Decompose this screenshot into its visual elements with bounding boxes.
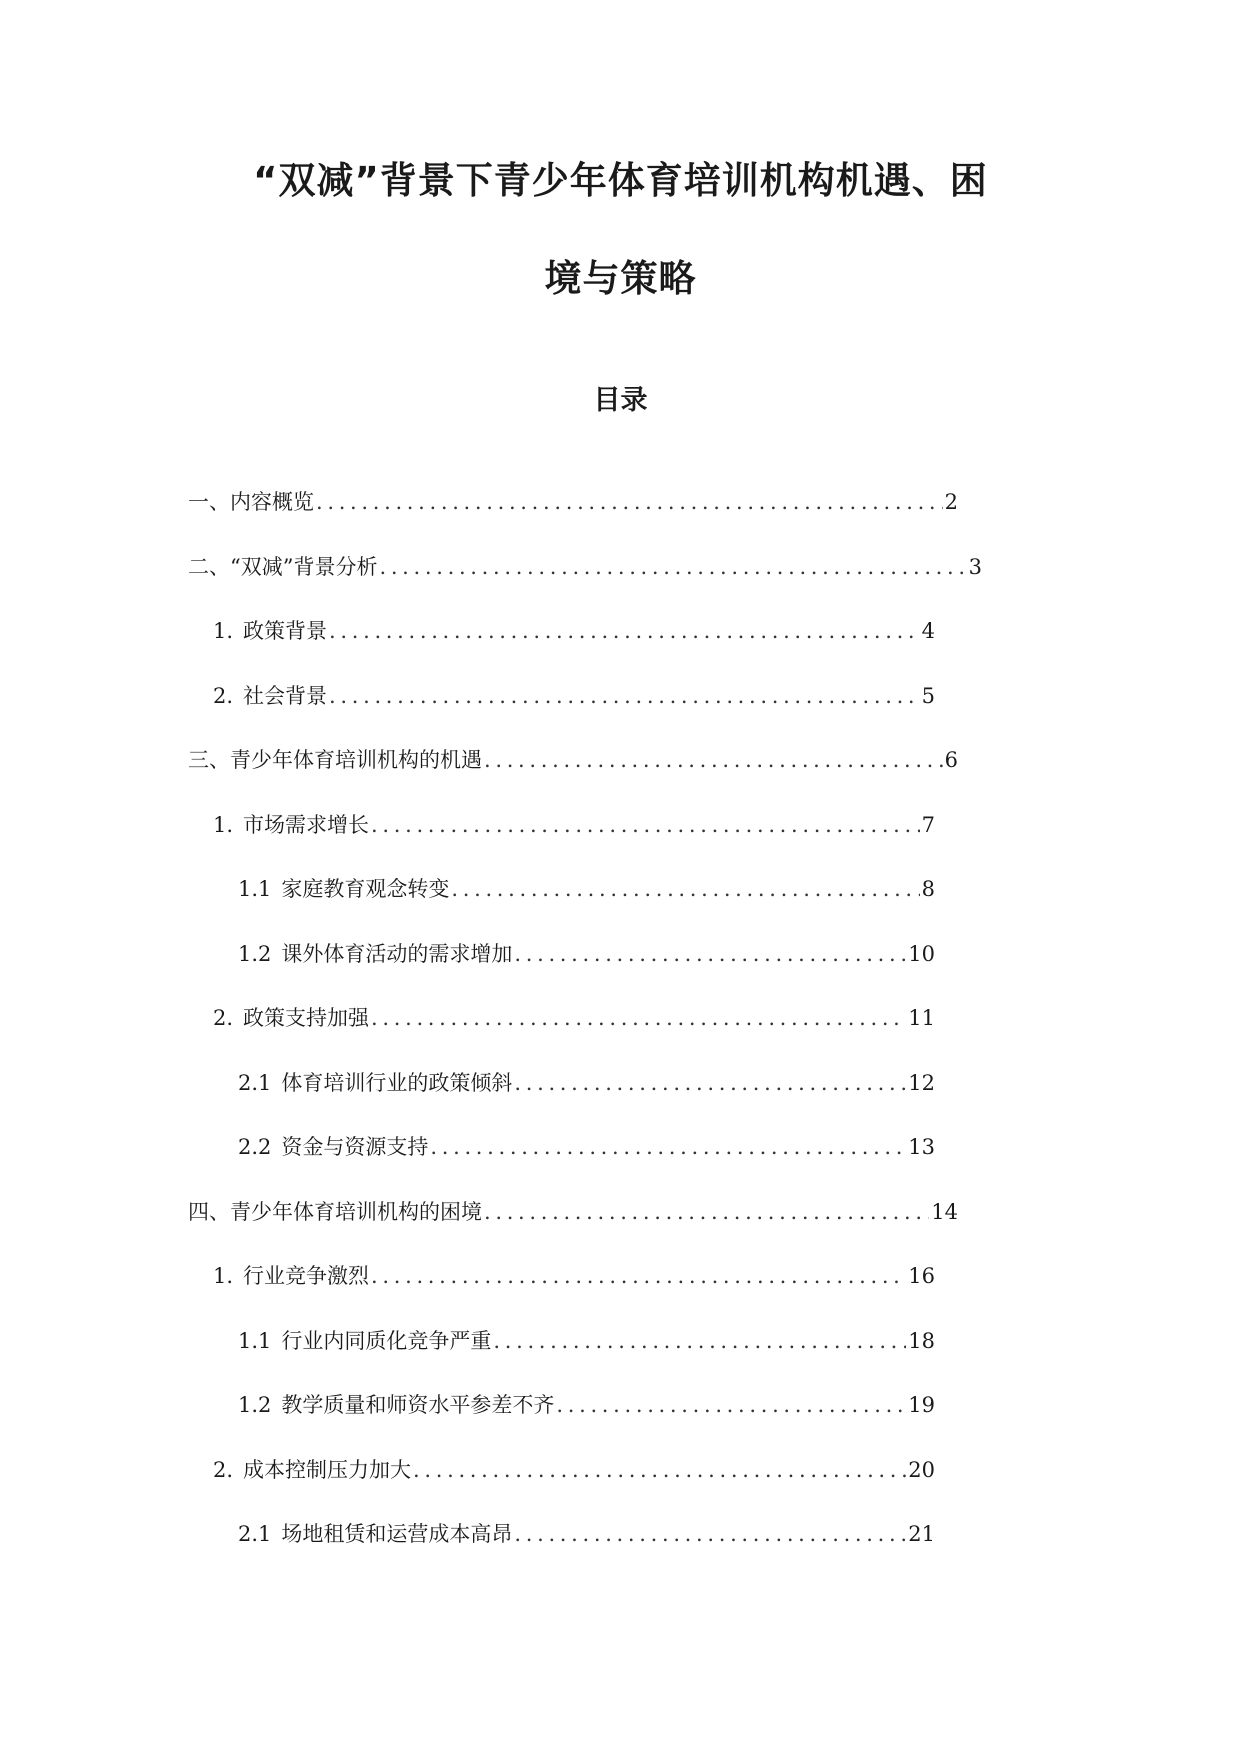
toc-dot-leader	[371, 808, 920, 842]
toc-dot-leader	[430, 1130, 906, 1164]
toc-entry[interactable]	[213, 808, 935, 842]
toc-entry-title: 一、内容概览	[188, 490, 314, 514]
toc-dot-leader	[484, 743, 943, 777]
toc-heading: 目录	[593, 385, 648, 416]
toc-entry[interactable]	[213, 1453, 935, 1487]
toc-dot-leader	[514, 937, 906, 971]
toc-dot-leader	[451, 872, 919, 906]
toc-entry-number: 1.	[213, 619, 234, 643]
toc-entry-title: 成本控制压力加大	[243, 1458, 412, 1482]
toc-dot-leader	[484, 1195, 929, 1229]
toc-entry-title: 四、青少年体育培训机构的困境	[188, 1200, 482, 1224]
toc-entry-page-number: 8	[921, 877, 935, 901]
toc-entry-page-number: 20	[908, 1458, 935, 1482]
toc-entry-title: 政策背景	[243, 619, 328, 643]
toc-entry[interactable]	[188, 550, 982, 584]
toc-dot-leader	[371, 1001, 906, 1035]
toc-entry-title: 家庭教育观念转变	[281, 877, 450, 901]
toc-entry-title: 资金与资源支持	[281, 1135, 429, 1159]
toc-entry-page-number: 10	[908, 942, 935, 966]
toc-dot-leader	[556, 1388, 906, 1422]
toc-entry-page-number: 5	[921, 684, 935, 708]
toc-entry-page-number: 6	[944, 748, 958, 772]
toc-dot-leader	[316, 485, 943, 519]
toc-entry[interactable]	[213, 1001, 935, 1035]
toc-entry[interactable]	[188, 743, 958, 777]
toc-entry-page-number: 2	[944, 490, 958, 514]
toc-dot-leader	[379, 550, 966, 584]
toc-entry-title: 体育培训行业的政策倾斜	[281, 1071, 513, 1095]
toc-entry-title: 社会背景	[243, 684, 328, 708]
toc-entry[interactable]	[213, 614, 935, 648]
toc-entry-page-number: 16	[908, 1264, 935, 1288]
toc-dot-leader	[413, 1453, 906, 1487]
toc-entry-page-number: 18	[908, 1329, 935, 1353]
toc-entry-page-number: 13	[908, 1135, 935, 1159]
toc-entry-title: 二、“双减”背景分析	[188, 555, 378, 579]
toc-entry-number: 1.	[213, 1264, 234, 1288]
toc-entry[interactable]	[238, 872, 935, 906]
toc-dot-leader	[329, 679, 920, 713]
toc-dot-leader	[329, 614, 920, 648]
document-title-line-1: “双减”背景下青少年体育培训机构机遇、困	[253, 159, 988, 202]
toc-entry-number: 2.1	[238, 1071, 272, 1095]
toc-entry-title: 课外体育活动的需求增加	[281, 942, 513, 966]
toc-entry-title: 三、青少年体育培训机构的机遇	[188, 748, 482, 772]
toc-entry-title: 行业竞争激烈	[243, 1264, 370, 1288]
toc-entry[interactable]	[238, 1517, 935, 1551]
toc-entry[interactable]	[238, 1388, 935, 1422]
toc-entry-page-number: 12	[908, 1071, 935, 1095]
toc-entry-page-number: 7	[921, 813, 935, 837]
toc-entry[interactable]	[213, 1259, 935, 1293]
toc-entry[interactable]	[213, 679, 935, 713]
toc-entry-number: 2.	[213, 1458, 234, 1482]
toc-entry[interactable]	[238, 1130, 935, 1164]
toc-entry-page-number: 21	[908, 1522, 935, 1546]
toc-entry[interactable]	[188, 1195, 958, 1229]
toc-entry-number: 1.2	[238, 1393, 272, 1417]
toc-dot-leader	[514, 1066, 906, 1100]
toc-dot-leader	[371, 1259, 906, 1293]
toc-entry-page-number: 14	[931, 1200, 958, 1224]
toc-entry-number: 1.1	[238, 877, 272, 901]
toc-entry-number: 1.2	[238, 942, 272, 966]
toc-entry-page-number: 3	[968, 555, 982, 579]
toc-entry-title: 行业内同质化竞争严重	[281, 1329, 492, 1353]
document-title-line-2: 境与策略	[544, 257, 697, 300]
toc-entry-number: 2.1	[238, 1522, 272, 1546]
toc-entry-title: 市场需求增长	[243, 813, 370, 837]
toc-entry[interactable]	[238, 937, 935, 971]
toc-entry[interactable]	[238, 1066, 935, 1100]
toc-entry-title: 教学质量和师资水平参差不齐	[281, 1393, 555, 1417]
toc-entry-number: 1.1	[238, 1329, 272, 1353]
toc-dot-leader	[493, 1324, 906, 1358]
toc-dot-leader	[514, 1517, 906, 1551]
toc-entry-page-number: 4	[921, 619, 935, 643]
toc-entry-title: 场地租赁和运营成本高昂	[281, 1522, 513, 1546]
toc-entry-number: 2.	[213, 684, 234, 708]
toc-entry-page-number: 11	[908, 1006, 935, 1030]
toc-entry-number: 2.	[213, 1006, 234, 1030]
toc-entry-title: 政策支持加强	[243, 1006, 370, 1030]
toc-entry-number: 1.	[213, 813, 234, 837]
toc-entry-number: 2.2	[238, 1135, 272, 1159]
toc-entry-page-number: 19	[908, 1393, 935, 1417]
toc-entry[interactable]	[238, 1324, 935, 1358]
toc-entry[interactable]	[188, 485, 958, 519]
